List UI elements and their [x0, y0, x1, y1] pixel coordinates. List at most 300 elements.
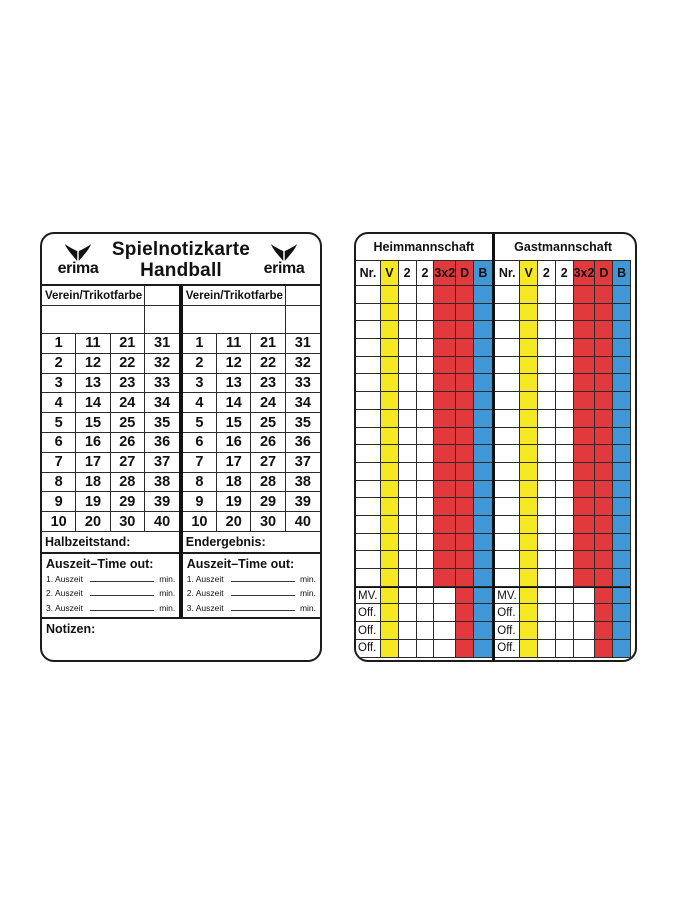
tally-cell — [574, 392, 596, 410]
club-header-section — [183, 286, 320, 334]
tally-cell — [456, 498, 474, 516]
tally-cell — [520, 304, 538, 322]
tally-cell — [356, 357, 381, 375]
tally-cell — [356, 463, 381, 481]
club-name-cell — [183, 306, 286, 334]
tally-cell — [456, 587, 474, 605]
tally-cell — [399, 339, 417, 357]
tally-cell — [538, 357, 556, 375]
tally-cell — [434, 551, 456, 569]
tally-cell — [538, 516, 556, 534]
tally-cell — [556, 321, 574, 339]
tally-cell — [434, 534, 456, 552]
tally-cell — [613, 374, 631, 392]
tally-cell — [495, 534, 520, 552]
tally-cell — [556, 339, 574, 357]
tally-cell — [456, 569, 474, 587]
column-header-cell: 2 — [556, 261, 574, 286]
timeout-row — [187, 574, 316, 584]
card-header — [42, 234, 320, 286]
tally-cell — [538, 410, 556, 428]
tally-cell — [474, 428, 492, 446]
tally-cell — [556, 357, 574, 375]
tally-cell — [474, 498, 492, 516]
tally-cell — [538, 622, 556, 640]
tally-cell — [613, 304, 631, 322]
tally-cell — [399, 481, 417, 499]
goal-number-cell: 27 — [111, 453, 145, 473]
tally-cell — [595, 516, 613, 534]
tally-cell — [434, 516, 456, 534]
tally-cell — [474, 286, 492, 304]
club-name-cell — [42, 306, 145, 334]
tally-cell — [520, 392, 538, 410]
tally-cell — [356, 374, 381, 392]
timeout-row — [187, 588, 316, 598]
tally-cell — [613, 445, 631, 463]
tally-cell — [538, 481, 556, 499]
tally-cell — [613, 410, 631, 428]
tally-cell — [417, 569, 435, 587]
tally-cell — [356, 392, 381, 410]
goal-number-cell: 33 — [145, 374, 179, 394]
tally-cell — [574, 428, 596, 446]
tally-cell — [381, 551, 399, 569]
goal-number-cell: 21 — [251, 334, 285, 354]
goal-number-cell: 23 — [251, 374, 285, 394]
goal-number-cell: 11 — [76, 334, 110, 354]
tally-cell — [613, 498, 631, 516]
tally-cell — [474, 587, 492, 605]
tally-cell — [356, 286, 381, 304]
tally-cell — [399, 498, 417, 516]
tally-cell — [595, 392, 613, 410]
column-header-cell: Nr. — [495, 261, 520, 286]
tally-cell — [417, 463, 435, 481]
tally-cell — [474, 445, 492, 463]
tally-cell — [434, 498, 456, 516]
tally-cell — [456, 286, 474, 304]
guest-team-tally-half — [495, 234, 631, 660]
goal-number-cell: 13 — [217, 374, 251, 394]
tally-cell — [520, 357, 538, 375]
timeout-row — [46, 588, 175, 598]
tally-cell — [495, 357, 520, 375]
tally-cell — [595, 498, 613, 516]
tally-cell — [574, 498, 596, 516]
tally-cell — [556, 604, 574, 622]
timeout-item-label: 1. Auszeit — [186, 573, 224, 584]
tally-cell — [417, 622, 435, 640]
goal-number-grid — [183, 334, 320, 532]
goal-number-cell: 3 — [42, 374, 76, 394]
tally-cell — [520, 428, 538, 446]
goal-number-cell: 28 — [251, 473, 285, 493]
tally-cell — [520, 286, 538, 304]
tally-cell — [495, 516, 520, 534]
card-title — [112, 239, 250, 282]
goal-number-cell: 38 — [286, 473, 320, 493]
notes-label: Notizen: — [46, 621, 96, 636]
tally-cell — [381, 463, 399, 481]
tally-cell — [434, 357, 456, 375]
column-header-cell: 2 — [538, 261, 556, 286]
tally-cell — [556, 463, 574, 481]
tally-cell — [381, 534, 399, 552]
tally-cell — [381, 410, 399, 428]
goal-number-cell: 5 — [42, 413, 76, 433]
goal-number-cell: 23 — [111, 374, 145, 394]
goal-number-cell: 3 — [183, 374, 217, 394]
tally-cell — [574, 604, 596, 622]
tally-cell — [595, 304, 613, 322]
tally-cell — [613, 640, 631, 658]
timeout-item-label: 2. Auszeit — [186, 588, 224, 599]
club-jersey-label: Verein/Trikotfarbe — [42, 286, 145, 306]
tally-cell — [381, 321, 399, 339]
tally-cell — [381, 498, 399, 516]
tally-cell — [556, 428, 574, 446]
tally-cell — [538, 587, 556, 605]
tally-cell — [474, 534, 492, 552]
tally-cell — [456, 392, 474, 410]
tally-cell — [474, 551, 492, 569]
tally-cell — [574, 374, 596, 392]
timeout-unit-label: min. — [159, 573, 176, 584]
tally-cell — [399, 286, 417, 304]
tally-cell — [474, 374, 492, 392]
officials-row-label: MV. — [356, 587, 381, 605]
goal-number-cell: 34 — [286, 393, 320, 413]
tally-cell — [556, 640, 574, 658]
tally-cell — [456, 463, 474, 481]
tally-cell — [595, 410, 613, 428]
tally-cell — [613, 339, 631, 357]
timeout-row — [187, 603, 316, 613]
tally-cell — [417, 516, 435, 534]
goal-number-cell: 29 — [251, 492, 285, 512]
jersey-color-cell — [145, 286, 179, 306]
tally-cell — [613, 463, 631, 481]
goal-number-cell: 26 — [251, 433, 285, 453]
tally-cell — [574, 551, 596, 569]
goal-number-cell: 14 — [76, 393, 110, 413]
goal-number-cell: 19 — [76, 492, 110, 512]
tally-cell — [381, 339, 399, 357]
tally-cell — [381, 640, 399, 658]
tally-cell — [417, 445, 435, 463]
tally-cell — [556, 587, 574, 605]
tally-cell — [381, 392, 399, 410]
tally-cell — [595, 428, 613, 446]
tally-cell — [417, 534, 435, 552]
tally-cell — [399, 587, 417, 605]
goal-number-cell: 5 — [183, 413, 217, 433]
tally-cell — [399, 357, 417, 375]
tally-cell — [456, 428, 474, 446]
tally-cell — [381, 445, 399, 463]
tally-cell — [495, 481, 520, 499]
goal-number-cell: 22 — [111, 354, 145, 374]
tally-cell — [456, 622, 474, 640]
officials-row-label: Off. — [495, 604, 520, 622]
tally-cell — [356, 551, 381, 569]
guest-team-half — [183, 286, 320, 617]
goal-number-cell: 10 — [183, 512, 217, 532]
column-header-cell: 2 — [417, 261, 435, 286]
tally-cell — [381, 622, 399, 640]
tally-cell — [520, 604, 538, 622]
goal-number-cell: 24 — [111, 393, 145, 413]
penalty-tally-card — [354, 232, 637, 662]
tally-cell — [434, 339, 456, 357]
tally-cell — [595, 339, 613, 357]
tally-cell — [356, 428, 381, 446]
timeout-write-line — [231, 595, 295, 596]
tally-cell — [474, 640, 492, 658]
tally-cell — [356, 304, 381, 322]
goal-number-cell: 10 — [42, 512, 76, 532]
tally-cell — [399, 551, 417, 569]
tally-cell — [399, 640, 417, 658]
tally-cell — [595, 604, 613, 622]
tally-cell — [520, 339, 538, 357]
goal-number-cell: 20 — [76, 512, 110, 532]
timeout-unit-label: min. — [159, 602, 176, 613]
tally-cell — [434, 374, 456, 392]
goal-number-cell: 24 — [251, 393, 285, 413]
goal-number-cell: 29 — [111, 492, 145, 512]
teams-score-area — [42, 286, 320, 617]
goal-number-cell: 32 — [145, 354, 179, 374]
goal-number-cell: 12 — [217, 354, 251, 374]
home-team-tally-half — [356, 234, 492, 660]
goal-number-cell: 2 — [42, 354, 76, 374]
tally-cell — [613, 622, 631, 640]
tally-cell — [456, 304, 474, 322]
final-score-row — [183, 532, 320, 554]
tally-cell — [417, 551, 435, 569]
tally-cell — [417, 428, 435, 446]
timeout-row — [46, 603, 175, 613]
goal-number-cell: 13 — [76, 374, 110, 394]
tally-cell — [574, 534, 596, 552]
tally-cell — [520, 481, 538, 499]
tally-cell — [613, 604, 631, 622]
notes-section — [42, 617, 320, 660]
tally-cell — [495, 569, 520, 587]
card-title-line1: Spielnotizkarte — [111, 238, 251, 260]
tally-cell — [538, 640, 556, 658]
goal-number-cell: 7 — [42, 453, 76, 473]
goal-number-cell: 34 — [145, 393, 179, 413]
tally-cell — [474, 463, 492, 481]
goal-number-cell: 38 — [145, 473, 179, 493]
tally-cell — [474, 516, 492, 534]
column-header-cell: 2 — [399, 261, 417, 286]
goal-number-cell: 16 — [76, 433, 110, 453]
halftime-row-label: Halbzeitstand: — [45, 534, 131, 549]
tally-cell — [456, 357, 474, 375]
erima-logo — [255, 243, 313, 278]
goal-number-cell: 9 — [42, 492, 76, 512]
tally-cell — [434, 321, 456, 339]
officials-row-label: Off. — [495, 640, 520, 658]
column-header-cell: B — [474, 261, 492, 286]
column-header-cell: 3x2 — [434, 261, 456, 286]
tally-cell — [399, 622, 417, 640]
erima-logo — [49, 243, 107, 278]
tally-cell — [434, 481, 456, 499]
tally-cell — [613, 428, 631, 446]
timeout-unit-label: min. — [299, 602, 316, 613]
timeout-item-label: 2. Auszeit — [46, 588, 83, 599]
tally-cell — [595, 569, 613, 587]
goal-number-cell: 1 — [183, 334, 217, 354]
officials-row-label: Off. — [356, 640, 381, 658]
officials-row-label: Off. — [356, 604, 381, 622]
tally-cell — [595, 622, 613, 640]
home-team-half — [42, 286, 179, 617]
tally-cell — [574, 339, 596, 357]
tally-cell — [495, 392, 520, 410]
tally-cell — [417, 374, 435, 392]
tally-cell — [399, 534, 417, 552]
tally-cell — [520, 410, 538, 428]
timeout-title: Auszeit–Time out: — [186, 556, 295, 571]
goal-number-cell: 20 — [217, 512, 251, 532]
tally-cell — [417, 604, 435, 622]
officials-row-label: MV. — [495, 587, 520, 605]
tally-cell — [538, 428, 556, 446]
goal-number-cell: 1 — [42, 334, 76, 354]
tally-cell — [356, 410, 381, 428]
tally-cell — [456, 516, 474, 534]
tally-cell — [520, 534, 538, 552]
timeout-unit-label: min. — [159, 588, 176, 599]
tally-cell — [595, 481, 613, 499]
goal-number-cell: 35 — [286, 413, 320, 433]
tally-cell — [520, 587, 538, 605]
tally-cell — [474, 304, 492, 322]
tally-cell — [556, 534, 574, 552]
tally-cell — [474, 481, 492, 499]
tally-cell — [356, 534, 381, 552]
tally-cell — [417, 498, 435, 516]
tally-cell — [399, 374, 417, 392]
column-header-cell: D — [456, 261, 474, 286]
club-jersey-label: Verein/Trikotfarbe — [183, 286, 286, 306]
goal-number-cell: 19 — [217, 492, 251, 512]
tally-cell — [417, 410, 435, 428]
tally-cell — [456, 551, 474, 569]
tally-cell — [556, 481, 574, 499]
goal-number-cell: 30 — [251, 512, 285, 532]
tally-cell — [381, 357, 399, 375]
goal-number-cell: 16 — [217, 433, 251, 453]
tally-cell — [574, 445, 596, 463]
tally-cell — [495, 445, 520, 463]
goal-number-cell: 32 — [286, 354, 320, 374]
home-team-header: Heimmannschaft — [356, 234, 492, 261]
tally-cell — [495, 321, 520, 339]
tally-cell — [474, 392, 492, 410]
column-header-cell: B — [613, 261, 631, 286]
goal-number-cell: 18 — [217, 473, 251, 493]
tally-cell — [495, 428, 520, 446]
tally-cell — [574, 357, 596, 375]
tally-cell — [456, 339, 474, 357]
goal-number-cell: 6 — [183, 433, 217, 453]
tally-cell — [381, 587, 399, 605]
tally-cell — [434, 569, 456, 587]
tally-cell — [474, 622, 492, 640]
home-tally-grid — [356, 261, 492, 658]
tally-cell — [595, 534, 613, 552]
tally-cell — [434, 286, 456, 304]
tally-cell — [613, 587, 631, 605]
card-title-line2: Handball — [140, 260, 222, 281]
tally-cell — [574, 622, 596, 640]
goal-number-cell: 40 — [286, 512, 320, 532]
tally-cell — [399, 410, 417, 428]
tally-cell — [381, 569, 399, 587]
timeout-unit-label: min. — [299, 588, 316, 599]
tally-cell — [574, 286, 596, 304]
tally-cell — [399, 321, 417, 339]
tally-cell — [556, 392, 574, 410]
tally-cell — [381, 304, 399, 322]
tally-cell — [399, 604, 417, 622]
tally-cell — [456, 481, 474, 499]
tally-cell — [456, 410, 474, 428]
tally-cell — [520, 374, 538, 392]
game-notes-card — [40, 232, 322, 662]
guest-tally-grid — [495, 261, 631, 658]
tally-cell — [556, 374, 574, 392]
goal-number-cell: 36 — [286, 433, 320, 453]
tally-cell — [456, 321, 474, 339]
tally-cell — [456, 604, 474, 622]
tally-cell — [595, 640, 613, 658]
tally-cell — [520, 569, 538, 587]
tally-cell — [381, 516, 399, 534]
guest-team-header: Gastmannschaft — [495, 234, 631, 261]
jersey-color-cell — [145, 306, 179, 334]
tally-cell — [399, 569, 417, 587]
tally-cell — [434, 304, 456, 322]
timeout-item-label: 3. Auszeit — [186, 602, 224, 613]
timeout-item-label: 3. Auszeit — [46, 602, 83, 613]
tally-cell — [381, 481, 399, 499]
tally-cell — [356, 321, 381, 339]
tally-cell — [613, 569, 631, 587]
tally-cell — [538, 534, 556, 552]
goal-number-cell: 37 — [145, 453, 179, 473]
tally-cell — [417, 339, 435, 357]
officials-row-label: Off. — [495, 622, 520, 640]
tally-cell — [520, 640, 538, 658]
goal-number-cell: 17 — [76, 453, 110, 473]
tally-cell — [520, 321, 538, 339]
timeout-item-label: 1. Auszeit — [46, 573, 83, 584]
goal-number-cell: 39 — [145, 492, 179, 512]
tally-cell — [495, 551, 520, 569]
erima-wordmark: erima — [263, 259, 305, 277]
tally-cell — [381, 286, 399, 304]
tally-cell — [495, 463, 520, 481]
tally-cell — [538, 304, 556, 322]
